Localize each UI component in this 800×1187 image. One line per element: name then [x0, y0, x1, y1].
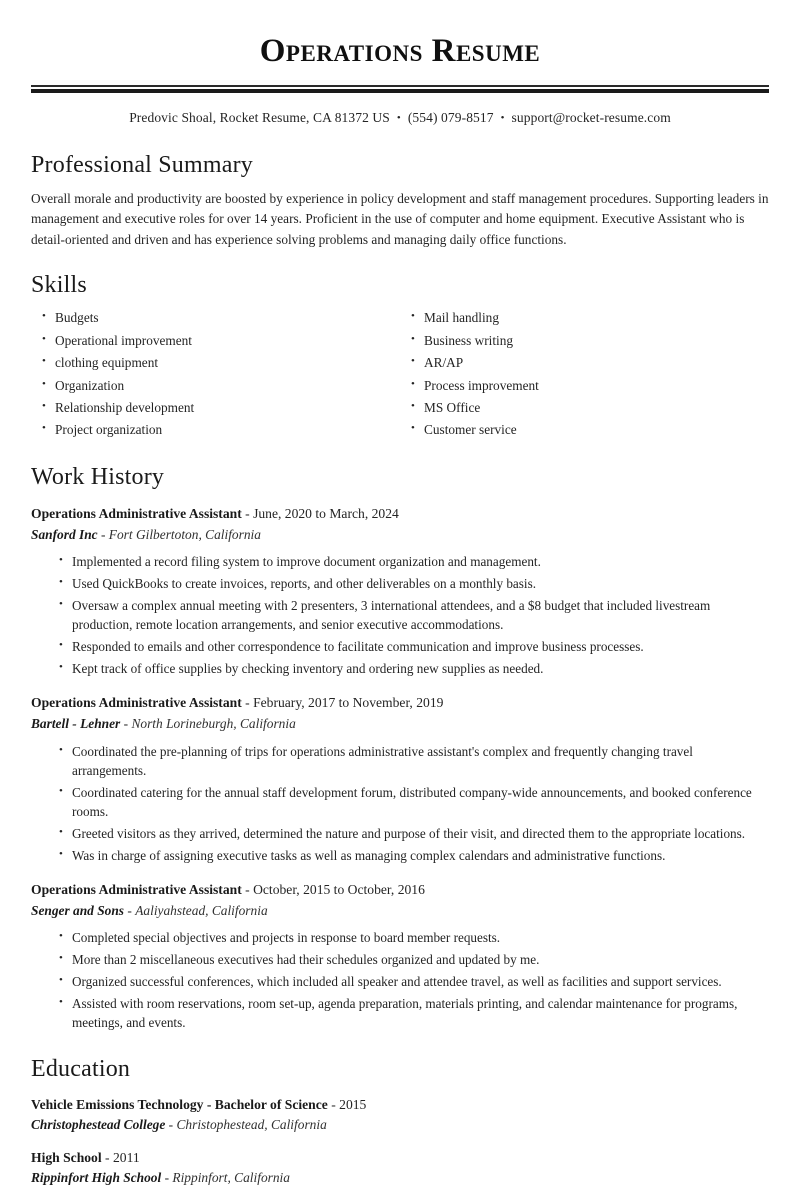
list-item: • Customer service — [424, 419, 769, 441]
job-company: Sanford Inc — [31, 526, 98, 542]
job-company-dash: - — [100, 526, 106, 542]
work-entry-title-line — [31, 693, 769, 712]
list-item: • More than 2 miscellaneous executives had their schedules organized and updated by me. — [72, 949, 769, 971]
job-bullet-list — [31, 551, 769, 679]
skills-list-right — [400, 307, 769, 441]
skills-column-right — [400, 307, 769, 441]
work-entry-company-line — [31, 525, 769, 545]
page-title: Operations Resume — [259, 33, 541, 69]
section-education — [31, 1054, 769, 1187]
education-school-dash: - — [168, 1116, 174, 1132]
list-item: • clothing equipment — [55, 352, 400, 374]
job-dates: June, 2020 to March, 2024 — [253, 506, 399, 522]
job-company-dash: - — [123, 715, 129, 731]
job-company-dash: - — [127, 902, 132, 918]
skills-columns — [31, 307, 769, 441]
job-title: Operations Administrative Assistant — [31, 695, 242, 711]
education-school: Rippinfort High School — [31, 1169, 162, 1185]
list-item: • Assisted with room reservations, room set-up, agenda preparation, materials printing, and calendar maintenance for programs, meetings, and events. — [72, 992, 769, 1033]
list-item: • MS Office — [424, 396, 769, 418]
education-school-dash: - — [164, 1169, 170, 1185]
work-entry — [31, 693, 769, 866]
section-work-history — [31, 462, 769, 1033]
contact-phone: (554) 079-8517 — [407, 110, 494, 126]
job-location: North Lorineburgh, California — [131, 715, 296, 731]
education-year: 2015 — [339, 1096, 367, 1112]
list-item: • Oversaw a complex annual meeting with 2 presenters, 3 international attendees, and a $8 budget that included livestream production, remote location arrangements, and senior executive accommodations. — [72, 595, 769, 636]
education-school-line — [31, 1115, 769, 1135]
section-heading-skills: Skills — [31, 271, 87, 298]
education-entry — [31, 1148, 769, 1187]
work-entry-title-line — [31, 504, 769, 523]
list-item: • Coordinated catering for the annual staff development forum, distributed company-wide announcements, and booked conference rooms. — [72, 782, 769, 823]
list-item: • Greeted visitors as they arrived, determined the nature and purpose of their visit, and directed them to the appropriate locations. — [72, 823, 769, 845]
section-skills — [31, 270, 769, 441]
list-item: • Kept track of office supplies by checking inventory and ordering new supplies as needed. — [72, 658, 769, 680]
list-item: • Coordinated the pre-planning of trips for operations administrative assistant's complex and frequently changing travel arrangements. — [72, 740, 769, 781]
job-title: Operations Administrative Assistant — [31, 506, 242, 522]
list-item: • Relationship development — [55, 396, 400, 418]
section-heading-education: Education — [31, 1055, 131, 1082]
work-entry-company-line — [31, 714, 769, 734]
job-dates: February, 2017 to November, 2019 — [253, 695, 444, 711]
education-location: Christophestead, California — [176, 1116, 327, 1132]
divider-rule-thick — [31, 89, 769, 93]
work-entry — [31, 880, 769, 1033]
contact-separator-1: • — [396, 112, 401, 125]
list-item: • Organization — [55, 374, 400, 396]
education-year: 2011 — [112, 1149, 140, 1165]
list-item: • Process improvement — [424, 374, 769, 396]
job-title-dash: - — [245, 695, 250, 711]
list-item: • Business writing — [424, 329, 769, 351]
job-title-dash: - — [245, 882, 250, 898]
education-degree: High School — [31, 1149, 102, 1165]
list-item: • Responded to emails and other correspondence to facilitate communication and improve business processes. — [72, 636, 769, 658]
contact-address: Predovic Shoal, Rocket Resume, CA 81372 US — [129, 110, 390, 126]
job-location: Aaliyahstead, California — [135, 902, 268, 918]
work-entry-company-line — [31, 901, 769, 921]
section-heading-summary: Professional Summary — [31, 152, 253, 179]
list-item: • Mail handling — [424, 307, 769, 329]
job-location: Fort Gilbertoton, California — [108, 526, 261, 542]
list-item: • Organized successful conferences, which included all speaker and attendee travel, as well as facilities and support services. — [72, 971, 769, 993]
summary-paragraph: Overall morale and productivity are boosted by experience in policy development and staff management procedures. Supporting leaders in management and executive roles for over 14 years. Proficient in the use of computer and home equipment. Executive Assistant who is detail-oriented and driven and has experience solving problems and managing daily office functions. — [31, 191, 769, 247]
job-title-dash: - — [245, 506, 250, 522]
list-item: • Used QuickBooks to create invoices, reports, and other deliverables on a monthly basis. — [72, 573, 769, 595]
contact-line — [31, 110, 769, 126]
skills-list-left — [31, 307, 400, 441]
list-item: • Budgets — [55, 307, 400, 329]
education-degree-line — [31, 1095, 769, 1114]
list-item: • AR/AP — [424, 352, 769, 374]
work-entry-title-line — [31, 880, 769, 899]
job-bullet-list — [31, 740, 769, 866]
education-location: Rippinfort, California — [172, 1169, 290, 1185]
resume-header — [31, 0, 769, 126]
education-degree-dash: - — [331, 1096, 336, 1112]
work-entry — [31, 504, 769, 679]
education-degree-line — [31, 1148, 769, 1167]
contact-email[interactable]: support@rocket-resume.com — [511, 110, 671, 126]
section-professional-summary — [31, 150, 769, 250]
list-item: • Project organization — [55, 419, 400, 441]
education-school: Christophestead College — [31, 1116, 166, 1132]
education-degree-dash: - — [105, 1149, 110, 1165]
education-degree: Vehicle Emissions Technology - Bachelor of Science — [31, 1096, 328, 1112]
education-entry — [31, 1095, 769, 1135]
list-item: • Was in charge of assigning executive tasks as well as managing complex calendars and administrative functions. — [72, 844, 769, 866]
section-heading-work-history: Work History — [31, 464, 165, 491]
skills-column-left — [31, 307, 400, 441]
job-dates: October, 2015 to October, 2016 — [253, 882, 425, 898]
list-item: • Implemented a record filing system to improve document organization and management. — [72, 551, 769, 573]
job-company: Senger and Sons — [31, 902, 125, 918]
job-company: Bartell - Lehner — [31, 715, 121, 731]
list-item: • Completed special objectives and projects in response to board member requests. — [72, 927, 769, 949]
contact-separator-2: • — [500, 112, 505, 125]
header-divider — [31, 85, 769, 93]
job-title: Operations Administrative Assistant — [31, 882, 242, 898]
list-item: • Operational improvement — [55, 329, 400, 351]
education-school-line — [31, 1168, 769, 1187]
job-bullet-list — [31, 927, 769, 1034]
